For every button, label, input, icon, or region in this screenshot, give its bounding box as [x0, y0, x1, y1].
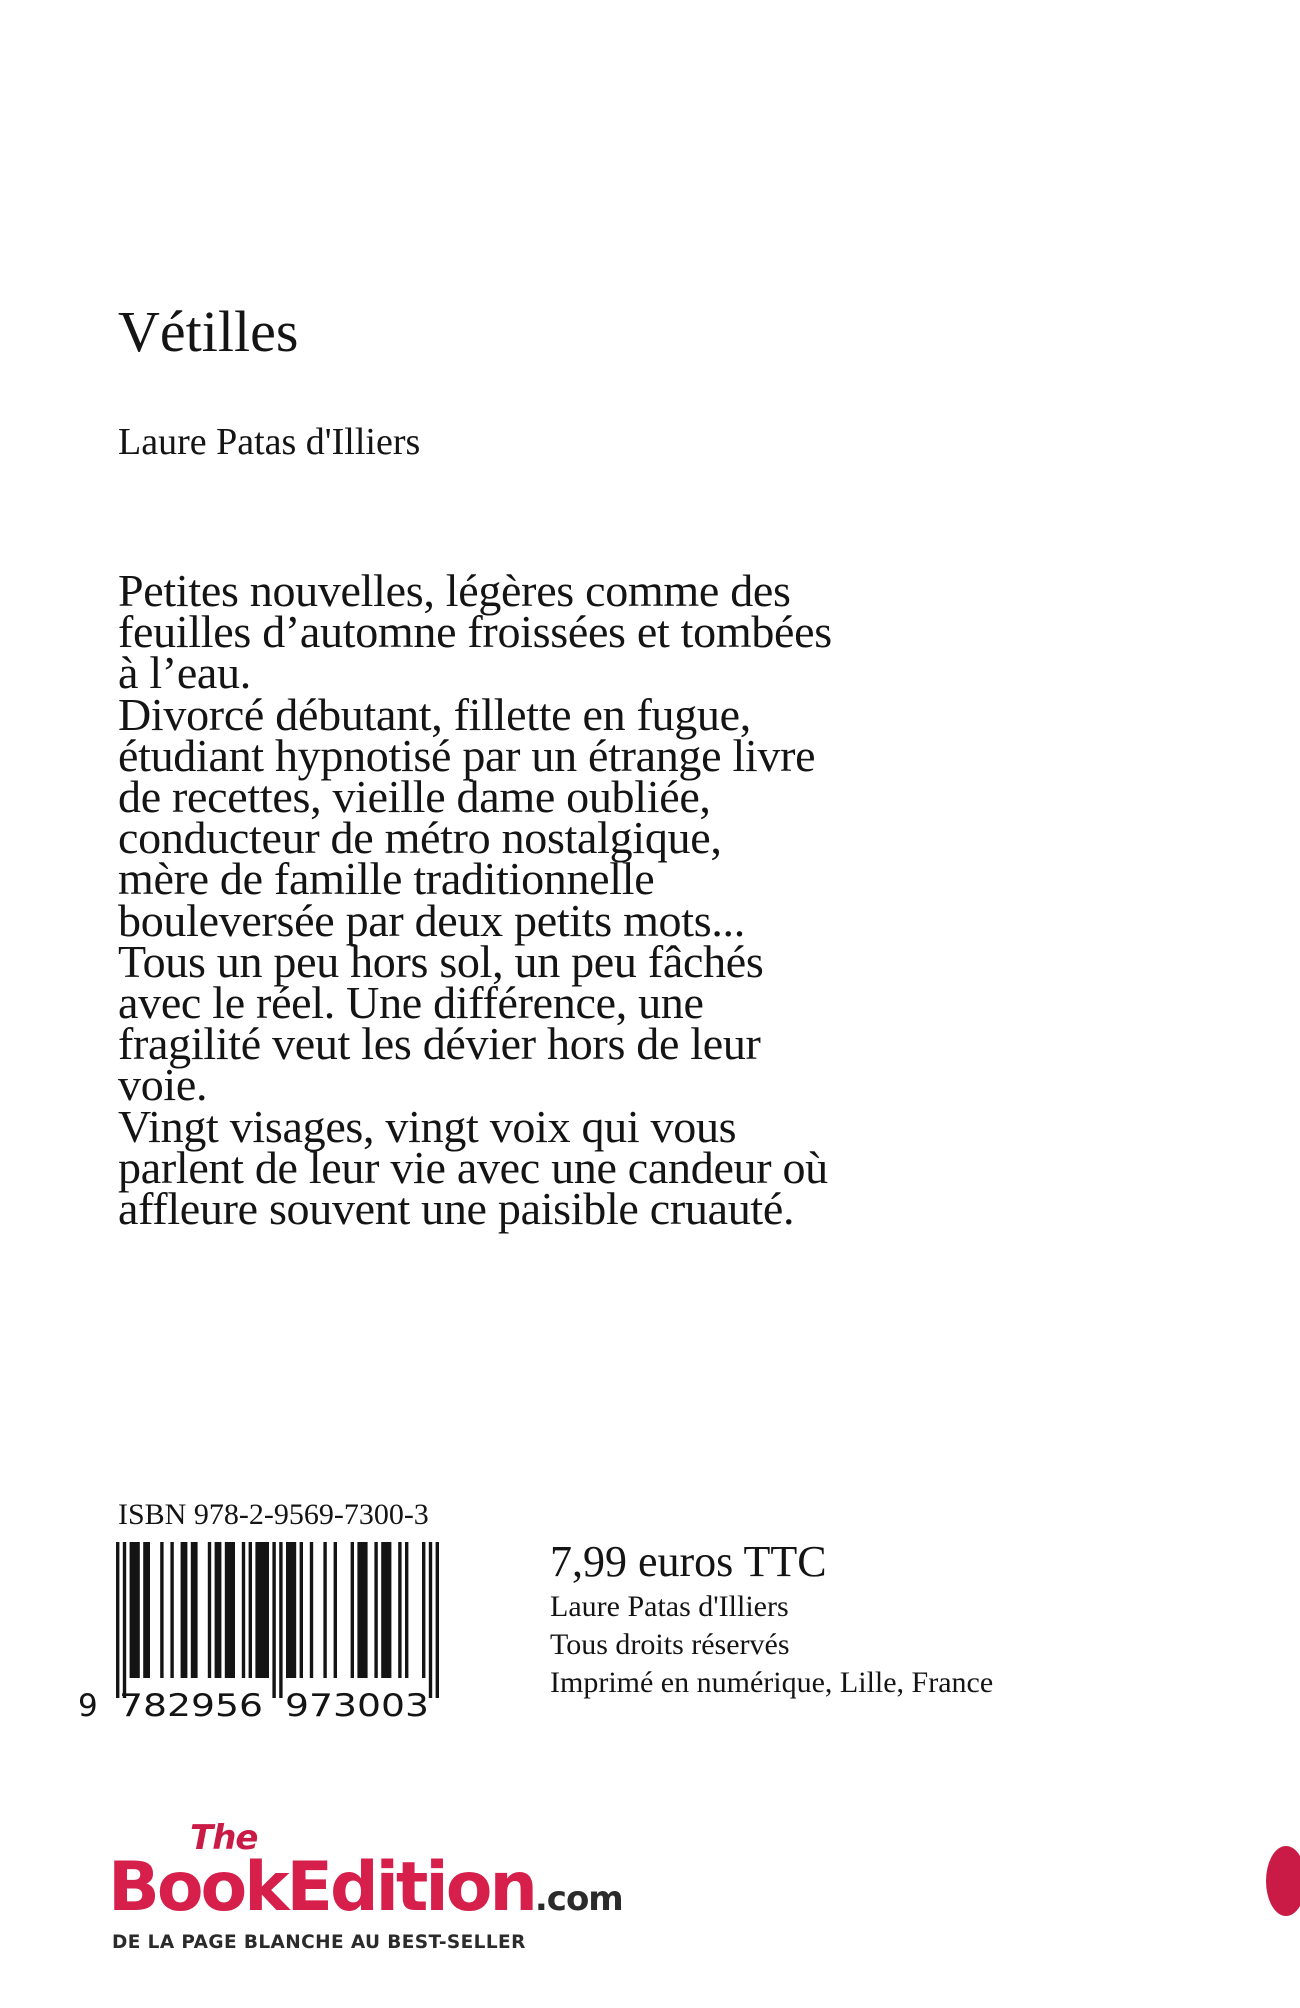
logo-wordmark: [108, 1850, 623, 1937]
blurb-line: Divorcé débutant, fillette en fugue,: [118, 688, 751, 740]
barcode-bar: [170, 1542, 173, 1678]
barcode-bar: [310, 1542, 313, 1678]
barcode-bar: [398, 1542, 401, 1678]
barcode-bar: [323, 1542, 326, 1678]
rights-notice: Tous droits réservés: [550, 1628, 790, 1661]
book-title: Vétilles: [118, 299, 299, 364]
price: 7,99 euros TTC: [550, 1537, 827, 1586]
printing-notice: Imprimé en numérique, Lille, France: [550, 1666, 994, 1699]
isbn-label: ISBN 978-2-9569-7300-3: [118, 1498, 429, 1531]
pricing-block: [550, 1536, 993, 1702]
copyright-author: Laure Patas d'Illiers: [550, 1590, 789, 1623]
barcode-graphic: [76, 1542, 496, 1722]
blurb-line: Vingt visages, vingt voix qui vous: [118, 1100, 737, 1152]
barcode-bars: [116, 1542, 439, 1698]
blurb-line: mère de famille traditionnelle: [118, 853, 655, 905]
barcode-bar: [191, 1542, 198, 1678]
barcode-bar: [130, 1542, 140, 1678]
barcode-bar: [143, 1542, 150, 1678]
book-author: Laure Patas d'Illiers: [118, 421, 421, 463]
publisher-logo: [108, 1820, 728, 1970]
logo-the: The: [190, 1818, 258, 1858]
isbn-barcode: [76, 1542, 496, 1722]
blurb-line: parlent de leur vie avec une candeur où: [118, 1141, 828, 1193]
barcode-bar: [225, 1542, 235, 1678]
barcode-bar: [422, 1542, 425, 1678]
barcode-guard-bar: [116, 1542, 119, 1698]
barcode-guard-bar: [436, 1542, 439, 1698]
barcode-bar: [374, 1542, 377, 1678]
barcode-bar: [242, 1542, 245, 1678]
barcode-guard-bar: [429, 1542, 432, 1698]
blurb-line: fragilité veut les dévier hors de leur: [118, 1018, 761, 1070]
barcode-bar: [334, 1542, 337, 1678]
barcode-bar: [181, 1542, 188, 1678]
edge-decoration: [1266, 1846, 1300, 1916]
barcode-bar: [255, 1542, 269, 1678]
barcode-bar: [300, 1542, 303, 1678]
blurb-line: affleure souvent une paisible cruauté.: [118, 1183, 795, 1235]
logo-tagline: DE LA PAGE BLANCHE AU BEST-SELLER: [112, 1932, 526, 1953]
barcode-bar: [160, 1542, 163, 1678]
barcode-bar: [249, 1542, 252, 1678]
blurb-line: Tous un peu hors sol, un peu fâchés: [118, 935, 764, 987]
barcode-bar: [286, 1542, 296, 1678]
barcode-guard-bar: [123, 1542, 126, 1698]
blurb-line: à l’eau.: [118, 647, 251, 699]
barcode-bar: [351, 1542, 354, 1678]
blurb-line: voie.: [118, 1059, 208, 1111]
barcode-guard-bar: [279, 1542, 282, 1698]
blurb-line: conducteur de métro nostalgique,: [118, 812, 722, 864]
barcode-left-digits: 782956: [119, 1688, 263, 1722]
barcode-bar: [405, 1542, 408, 1678]
barcode-right-digits: 973003: [285, 1688, 429, 1722]
logo-domain: .com: [534, 1879, 623, 1919]
barcode-bar: [208, 1542, 211, 1678]
blurb-line: bouleversée par deux petits mots...: [118, 894, 745, 946]
barcode-bar: [381, 1542, 391, 1678]
blurb-line: feuilles d’automne froissées et tombées: [118, 606, 832, 658]
blurb-line: avec le réel. Une différence, une: [118, 977, 704, 1029]
barcode-first-digit: 9: [78, 1688, 98, 1722]
back-cover-blurb: [118, 565, 978, 1235]
blurb-line: Petites nouvelles, légères comme des: [118, 565, 791, 616]
barcode-guard-bar: [272, 1542, 275, 1698]
logo-name: BookEdition: [108, 1848, 535, 1927]
blurb-line: étudiant hypnotisé par un étrange livre: [118, 729, 816, 781]
barcode-bar: [357, 1542, 367, 1678]
barcode-bar: [215, 1542, 222, 1678]
blurb-line: de recettes, vieille dame oubliée,: [118, 771, 711, 823]
